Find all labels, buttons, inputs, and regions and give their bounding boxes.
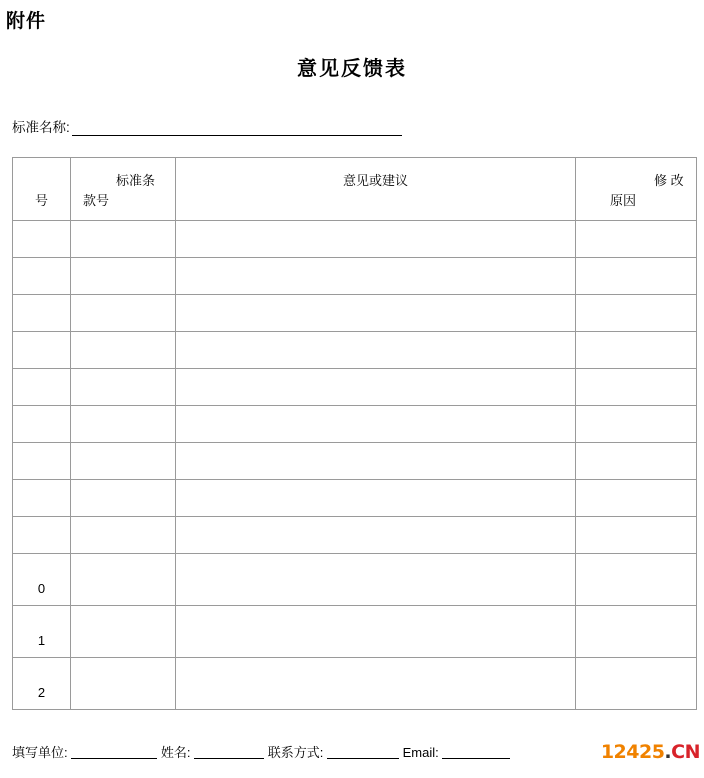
footer-email-label: Email:: [402, 745, 439, 760]
cell-clause[interactable]: [71, 554, 176, 606]
cell-number[interactable]: [13, 443, 71, 480]
cell-reason[interactable]: [576, 606, 697, 658]
cell-number[interactable]: [13, 554, 71, 606]
page-title: 意见反馈表: [297, 58, 407, 80]
standard-name-label: 标准名称:: [12, 120, 70, 135]
cell-clause[interactable]: [71, 258, 176, 295]
cell-clause[interactable]: [71, 406, 176, 443]
row-number: [13, 332, 70, 340]
table-row: [13, 658, 697, 710]
cell-reason[interactable]: [576, 480, 697, 517]
feedback-table: [12, 157, 697, 710]
header-clause-bottom-label: 款号: [83, 193, 110, 208]
cell-opinion[interactable]: [176, 606, 576, 658]
table-row: [13, 554, 697, 606]
standard-name-row: [12, 116, 402, 136]
watermark-dot: .: [664, 741, 672, 763]
table-row: [13, 258, 697, 295]
row-number: 2: [37, 685, 46, 700]
standard-name-input[interactable]: [72, 121, 402, 136]
cell-number[interactable]: [13, 658, 71, 710]
table-row: [13, 369, 697, 406]
cell-reason[interactable]: [576, 658, 697, 710]
cell-opinion[interactable]: [176, 406, 576, 443]
footer-unit-label: 填写单位:: [12, 745, 68, 760]
footer-email-input[interactable]: [442, 745, 510, 759]
table-header-row: [13, 158, 697, 221]
table-row: [13, 517, 697, 554]
cell-number[interactable]: [13, 332, 71, 369]
footer-unit-input[interactable]: [71, 745, 157, 759]
cell-opinion[interactable]: [176, 295, 576, 332]
cell-opinion[interactable]: [176, 443, 576, 480]
watermark-number: 12425: [600, 741, 665, 763]
cell-opinion[interactable]: [176, 258, 576, 295]
row-number: [13, 221, 70, 229]
cell-clause[interactable]: [71, 606, 176, 658]
cell-number[interactable]: [13, 406, 71, 443]
cell-opinion[interactable]: [176, 332, 576, 369]
footer-contact-input[interactable]: [327, 745, 399, 759]
cell-opinion[interactable]: [176, 658, 576, 710]
footer-contact-label: 联系方式:: [267, 745, 324, 760]
cell-reason[interactable]: [576, 295, 697, 332]
table-row: [13, 606, 697, 658]
table-row: [13, 480, 697, 517]
cell-opinion[interactable]: [176, 369, 576, 406]
header-reason-bottom-label: 原因: [610, 193, 637, 208]
footer-name-input[interactable]: [194, 745, 264, 759]
cell-clause[interactable]: [71, 443, 176, 480]
cell-reason[interactable]: [576, 258, 697, 295]
cell-clause[interactable]: [71, 221, 176, 258]
cell-opinion[interactable]: [176, 554, 576, 606]
cell-reason[interactable]: [576, 406, 697, 443]
cell-number[interactable]: [13, 295, 71, 332]
table-row: [13, 406, 697, 443]
header-opinion-label: 意见或建议: [342, 173, 408, 188]
watermark-suffix: CN: [671, 741, 700, 763]
cell-reason[interactable]: [576, 221, 697, 258]
cell-opinion[interactable]: [176, 517, 576, 554]
row-number: [13, 406, 70, 414]
attachment-label: 附件: [6, 11, 47, 32]
cell-number[interactable]: [13, 221, 71, 258]
cell-number[interactable]: [13, 369, 71, 406]
cell-reason[interactable]: [576, 517, 697, 554]
header-clause-top-label: 标准条: [116, 173, 156, 188]
cell-number[interactable]: [13, 480, 71, 517]
cell-clause[interactable]: [71, 480, 176, 517]
row-number: [13, 369, 70, 377]
row-number: 1: [37, 633, 46, 648]
cell-reason[interactable]: [576, 554, 697, 606]
footer-fields: [12, 742, 510, 761]
cell-number[interactable]: [13, 517, 71, 554]
header-cell-number: [13, 158, 71, 221]
header-cell-clause: [71, 158, 176, 221]
row-number: [13, 443, 70, 451]
cell-clause[interactable]: [71, 369, 176, 406]
row-number: [13, 517, 70, 525]
cell-opinion[interactable]: [176, 221, 576, 258]
row-number: [13, 295, 70, 303]
table-row: [13, 295, 697, 332]
cell-number[interactable]: [13, 258, 71, 295]
header-cell-opinion: [176, 158, 576, 221]
cell-clause[interactable]: [71, 332, 176, 369]
header-cell-reason: [576, 158, 697, 221]
table-row: [13, 221, 697, 258]
cell-number[interactable]: [13, 606, 71, 658]
row-number: [13, 258, 70, 266]
cell-reason[interactable]: [576, 332, 697, 369]
cell-opinion[interactable]: [176, 480, 576, 517]
cell-reason[interactable]: [576, 443, 697, 480]
cell-clause[interactable]: [71, 658, 176, 710]
row-number: [13, 480, 70, 488]
table-row: [13, 332, 697, 369]
cell-reason[interactable]: [576, 369, 697, 406]
row-number: 0: [37, 581, 46, 596]
footer-name-label: 姓名:: [160, 745, 191, 760]
header-reason-top-label: 修 改: [654, 173, 684, 188]
cell-clause[interactable]: [71, 295, 176, 332]
cell-clause[interactable]: [71, 517, 176, 554]
site-watermark: [601, 741, 700, 763]
header-number-label: 号: [35, 193, 49, 208]
table-row: [13, 443, 697, 480]
